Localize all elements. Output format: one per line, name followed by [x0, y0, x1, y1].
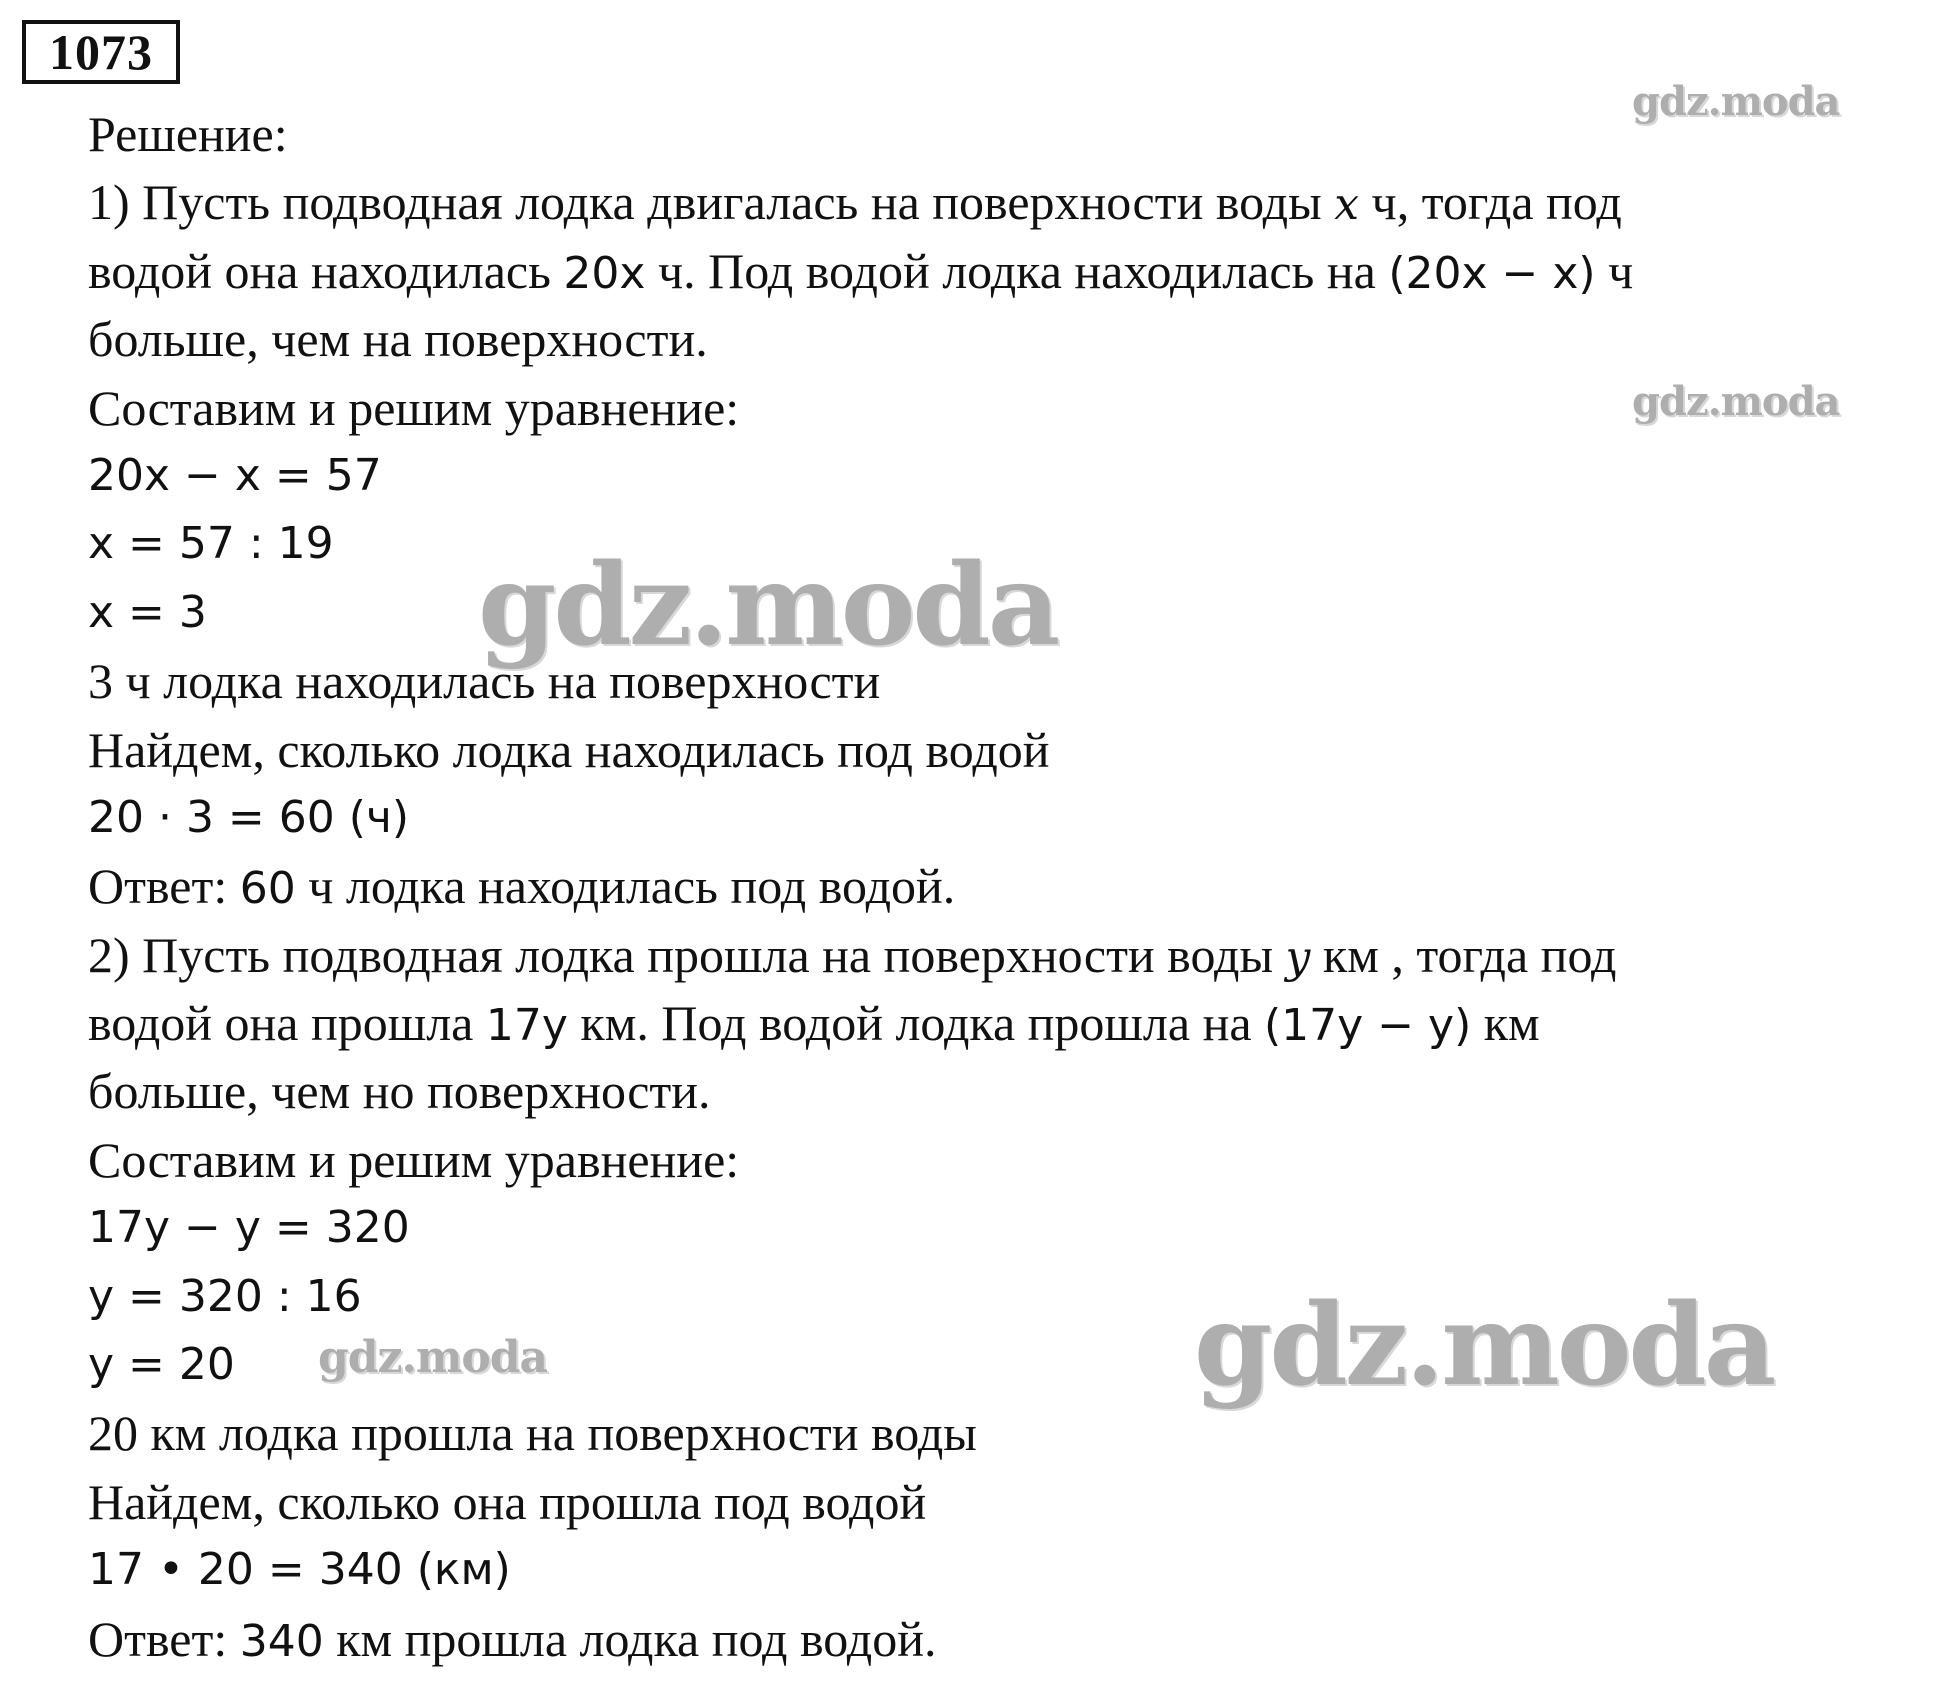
problem-number: 1073 [22, 20, 180, 84]
part2-line1 [88, 921, 1933, 989]
equation-line: 20x − x = 57 [88, 449, 382, 501]
result-line: 20 км лодка прошла на поверхности воды [88, 1405, 977, 1462]
result-line: 3 ч лодка находилась на поверхности [88, 653, 881, 710]
math-expression: 20x [563, 247, 646, 299]
text-segment: ч, тогда под [1359, 174, 1622, 231]
solution-text [88, 100, 1933, 1673]
math-expression: 17y [485, 1000, 568, 1052]
math-expression: (17y − y) [1264, 1000, 1472, 1052]
watermark: gdz.moda [478, 540, 1058, 671]
text-segment: км прошла лодка под водой. [323, 1610, 937, 1667]
watermark: gdz.moda [318, 1332, 548, 1383]
text-segment: ч лодка находилась под водой. [295, 858, 956, 915]
calculation-line: 17 • 20 = 340 (км) [88, 1544, 511, 1596]
answer-line [88, 852, 1933, 920]
text-segment: ч [1595, 242, 1634, 299]
answer-value: 340 [239, 1615, 324, 1667]
variable-y: y [1285, 931, 1311, 983]
answer-value: 60 [239, 863, 296, 915]
equation-line: x = 3 [88, 586, 207, 638]
answer-label: Ответ: [88, 1610, 240, 1667]
equation-line: y = 20 [88, 1339, 235, 1391]
equation-line: y = 320 : 16 [88, 1270, 362, 1322]
answer-label: Ответ: [88, 858, 240, 915]
text-segment: км [1471, 995, 1540, 1052]
part2-line2 [88, 989, 1933, 1057]
step-line: Найдем, сколько лодка находилась под водой [88, 721, 1050, 778]
part1-line2 [88, 237, 1933, 305]
equation-intro: Составим и решим уравнение: [88, 1131, 740, 1188]
watermark: gdz.moda [1632, 78, 1840, 125]
solution-heading: Решение: [88, 106, 288, 162]
variable-x: x [1334, 179, 1360, 231]
calculation-line: 20 · 3 = 60 (ч) [88, 791, 410, 843]
answer-line [88, 1605, 1933, 1673]
part2-line3: больше, чем но поверхности. [88, 1063, 711, 1120]
part1-line3: больше, чем на поверхности. [88, 311, 708, 368]
text-segment: 1) Пусть подводная лодка двигалась на поверхности воды [88, 174, 1335, 231]
equation-line: x = 57 : 19 [88, 518, 334, 570]
step-line: Найдем, сколько она прошла под водой [88, 1473, 927, 1530]
watermark: gdz.moda [1632, 378, 1840, 425]
watermark: gdz.moda [1194, 1280, 1774, 1411]
text-segment: ч. Под водой лодка находилась на [645, 242, 1389, 299]
text-segment: водой она прошла [88, 995, 486, 1052]
math-expression: (20x − x) [1388, 247, 1596, 299]
text-segment: км. Под водой лодка прошла на [567, 995, 1265, 1052]
text-segment: водой она находилась [88, 242, 564, 299]
text-segment: 2) Пусть подводная лодка прошла на поверхности воды [88, 926, 1286, 983]
equation-intro: Составим и решим уравнение: [88, 379, 740, 436]
text-segment: км , тогда под [1310, 926, 1617, 983]
part1-line1 [88, 168, 1933, 236]
equation-line: 17y − y = 320 [88, 1202, 410, 1254]
